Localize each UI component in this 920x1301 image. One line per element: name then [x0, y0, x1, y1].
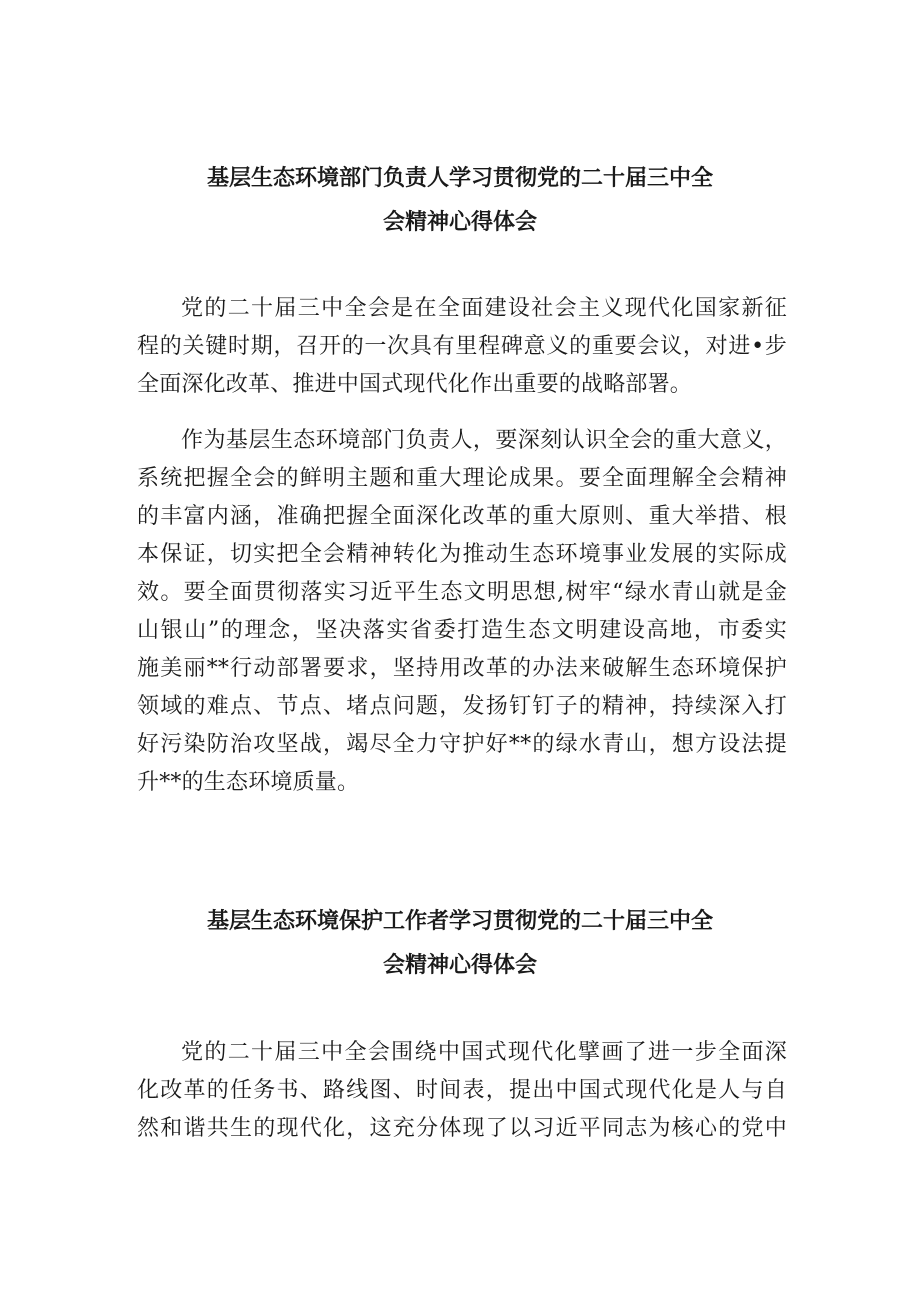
section-1-title-line-1: 基层生态环境部门负责人学习贯彻党的二十届三中全	[206, 166, 713, 191]
section-2-title	[0, 900, 920, 988]
section-1-title	[0, 157, 920, 245]
paragraph-line: 施美丽**行动部署要求，坚持用改革的办法来破解生态环境保护	[137, 656, 787, 681]
section-1-paragraph-1	[137, 290, 787, 404]
section-2-title-line-2: 会精神心得体会	[382, 953, 537, 978]
paragraph-line: 程的关键时期，召开的一次具有里程碑意义的重要会议，对进•步	[137, 334, 787, 359]
paragraph-line: 好污染防治攻坚战，竭尽全力守护好**的绿水青山，想方设法提	[137, 732, 787, 757]
section-2-paragraph-1	[137, 1034, 787, 1148]
paragraph-line: 的丰富内涵，准确把握全面深化改革的重大原则、重大举措、根	[137, 504, 787, 529]
section-1-paragraph-2	[137, 422, 787, 802]
section-2-title-line-1: 基层生态环境保护工作者学习贯彻党的二十届三中全	[206, 909, 713, 934]
paragraph-line: 效。要全面贯彻落实习近平生态文明思想,树牢“绿水青山就是金	[137, 580, 787, 605]
paragraph-line: 领域的难点、节点、堵点问题，发扬钉钉子的精神，持续深入打	[137, 694, 787, 719]
section-1-title-line-2: 会精神心得体会	[382, 210, 537, 235]
paragraph-line: 作为基层生态环境部门负责人，要深刻认识全会的重大意义，	[181, 428, 787, 453]
paragraph-line: 全面深化改革、推进中国式现代化作出重要的战略部署。	[137, 372, 693, 397]
paragraph-line: 系统把握全会的鲜明主题和重大理论成果。要全面理解全会精神	[137, 466, 787, 491]
paragraph-line: 化改革的任务书、路线图、时间表，提出中国式现代化是人与自	[137, 1078, 787, 1103]
paragraph-line: 本保证，切实把全会精神转化为推动生态环境事业发展的实际成	[137, 542, 787, 567]
paragraph-line: 升**的生态环境质量。	[137, 770, 360, 795]
paragraph-line: 然和谐共生的现代化，这充分体现了以习近平同志为核心的党中	[137, 1116, 787, 1141]
paragraph-line: 党的二十届三中全会是在全面建设社会主义现代化国家新征	[181, 296, 787, 321]
paragraph-line: 党的二十届三中全会围绕中国式现代化擘画了进一步全面深	[181, 1040, 787, 1065]
paragraph-line: 山银山”的理念，坚决落实省委打造生态文明建设高地，市委实	[137, 618, 787, 643]
